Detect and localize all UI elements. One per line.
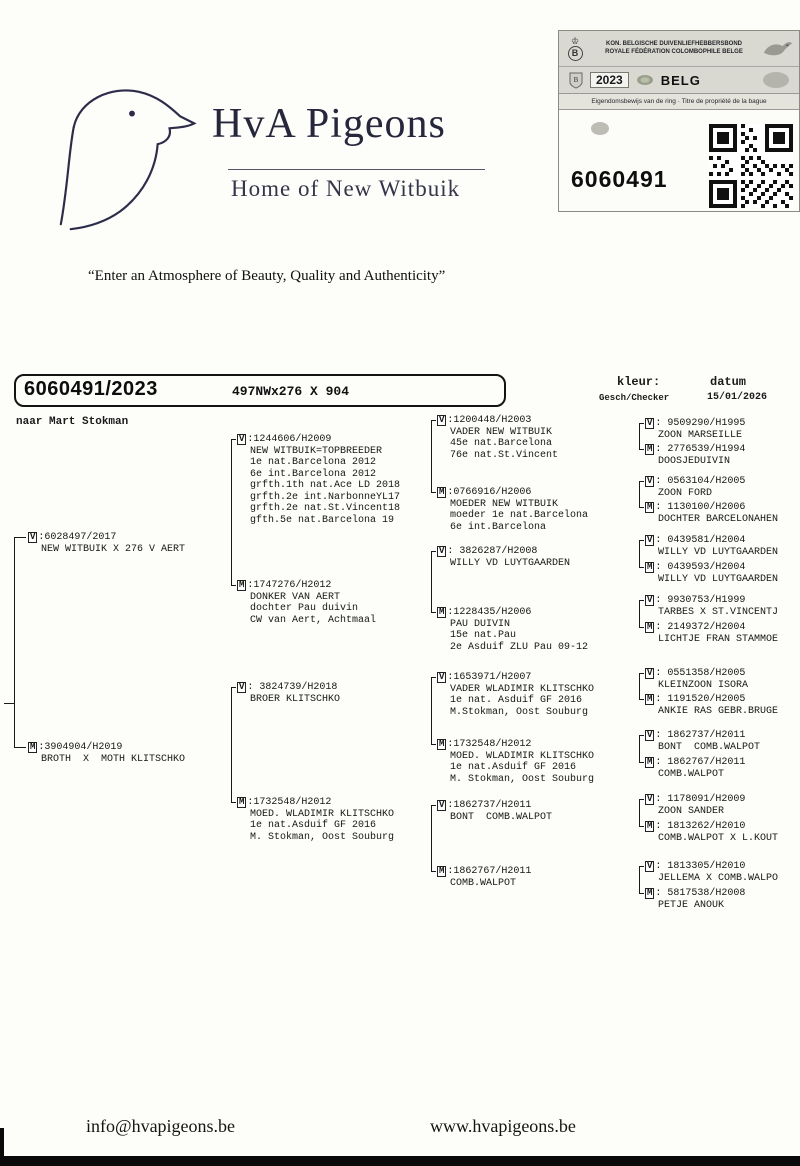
pedigree-entry-gen3-4: M :1228435/H2006 PAU DUIVIN 15e nat.Pau 2e Asduif ZLU Pau 09-12 <box>439 607 589 653</box>
pedigree-entry-gen2-4: M :1732548/H2012 MOED. WLADIMIR KLITSCHKO 1e nat.Asduif GF 2016 M. Stokman, Oost Souburg <box>239 797 395 843</box>
sex-marker-dam: M <box>439 607 445 617</box>
pedigree-connector-line <box>639 699 644 700</box>
pedigree-entry-gen4-7: V : 9930753/H1999 TARBES X ST.VINCENTJ <box>647 595 779 618</box>
pedigree-connector-line <box>639 799 644 800</box>
pedigree-connector-line <box>431 677 436 678</box>
pedigree-connector-line <box>431 492 436 493</box>
pedigree-connector-line <box>639 673 644 674</box>
sex-marker-dam: M <box>647 444 653 454</box>
pedigree-connector-line <box>639 627 644 628</box>
pedigree-entry-gen3-2: M :0766916/H2006 MOEDER NEW WITBUIK moeder 1e nat.Barcelona 6e int.Barcelona <box>439 487 589 533</box>
datum-label: datum <box>710 375 747 389</box>
pedigree-connector-line <box>431 871 436 872</box>
motto-quote: “Enter an Atmosphere of Beauty, Quality and Authenticity” <box>88 268 446 284</box>
pedigree-connector-line <box>639 507 644 508</box>
pedigree-connector-line <box>639 866 644 867</box>
pedigree-connector-line <box>231 687 236 688</box>
brand-tagline: Home of New Witbuik <box>231 176 461 201</box>
sex-marker-sire: V <box>647 668 653 678</box>
sex-marker-sire: V <box>239 682 245 692</box>
pedigree-entry-gen3-1: V :1200448/H2003 VADER NEW WITBUIK 45e nat.Barcelona 76e nat.St.Vincent <box>439 415 559 461</box>
sex-marker-dam: M <box>439 487 445 497</box>
sex-marker-sire: V <box>239 434 245 444</box>
sex-marker-sire: V <box>439 672 445 682</box>
federation-name-fr: ROYALE FÉDÉRATION COLOMBOPHILE BELGE <box>605 48 743 55</box>
pedigree-connector-line <box>14 747 26 748</box>
pedigree-connector-line <box>231 585 236 586</box>
pedigree-bracket-line <box>639 799 640 826</box>
pedigree-entry-gen4-1: V : 9509290/H1995 ZOON MARSEILLE <box>647 418 746 441</box>
pedigree-bracket-line <box>14 537 15 747</box>
pedigree-entry-gen3-3: V : 3826287/H2008 WILLY VD LUYTGAARDEN <box>439 546 571 569</box>
sex-marker-dam: M <box>647 694 653 704</box>
pedigree-entry-gen2-1: V :1244606/H2009 NEW WITBUIK=TOPBREEDER 1e nat.Barcelona 2012 6e int.Barcelona 2012 grfth.1th nat.Ace LD 2018 grfth.2e int.NarbonneYL17 grfth.2e nat.St.Vincent18 gfth.5e nat.Barcelona 19 <box>239 434 401 526</box>
pedigree-entry-gen4-15: V : 1813305/H2010 JELLEMA X COMB.WALPO <box>647 861 779 884</box>
pedigree-bracket-line <box>639 866 640 893</box>
pedigree-connector-line <box>431 612 436 613</box>
sex-marker-sire: V <box>439 546 445 556</box>
pedigree-connector-line <box>639 567 644 568</box>
sex-marker-dam: M <box>647 821 653 831</box>
sex-marker-dam: M <box>647 622 653 632</box>
certificate-ring-number: 6060491 <box>571 166 668 192</box>
pedigree-entry-gen4-8: M : 2149372/H2004 LICHTJE FRAN STAMMOE <box>647 622 779 645</box>
pedigree-connector-line <box>231 802 236 803</box>
pedigree-entry-gen4-16: M : 5817538/H2008 PETJE ANOUK <box>647 888 746 911</box>
pedigree-entry-gen2-3: V : 3824739/H2018 BROER KLITSCHKO <box>239 682 341 705</box>
pedigree-ring-number: 6060491/2023 <box>24 378 158 400</box>
checker-label: Gesch/Checker <box>599 393 670 403</box>
pedigree-bracket-line <box>639 540 640 567</box>
federation-name-nl: KON. BELGISCHE DUIVENLIEFHEBBERSBOND <box>605 41 742 47</box>
pedigree-entry-gen4-11: V : 1862737/H2011 BONT COMB.WALPOT <box>647 730 761 753</box>
pedigree-connector-line <box>431 805 436 806</box>
scan-bottom-bar <box>0 1156 800 1166</box>
pedigree-entry-gen1-2: M :3904904/H2019 BROTH X MOTH KLITSCHKO <box>30 742 186 765</box>
pedigree-connector-line <box>639 481 644 482</box>
pedigree-entry-gen4-3: V : 0563104/H2005 ZOON FORD <box>647 476 746 499</box>
pedigree-date: 15/01/2026 <box>707 392 768 403</box>
sex-marker-dam: M <box>439 739 445 749</box>
ring-country: BELG <box>660 72 701 88</box>
pedigree-entry-gen4-12: M : 1862767/H2011 COMB.WALPOT <box>647 757 746 780</box>
pedigree-connector-line <box>431 744 436 745</box>
pedigree-connector-line <box>431 420 436 421</box>
sex-marker-dam: M <box>439 866 445 876</box>
sex-marker-dam: M <box>647 888 653 898</box>
pedigree-entry-gen4-6: M : 0439593/H2004 WILLY VD LUYTGAARDEN <box>647 562 779 585</box>
sex-marker-sire: V <box>30 532 36 542</box>
sex-marker-sire: V <box>647 595 653 605</box>
ownership-title: Eigendomsbewijs van de ring · Titre de propriété de la bague <box>559 93 799 110</box>
sex-marker-dam: M <box>647 757 653 767</box>
pedigree-bracket-line <box>431 805 432 871</box>
pedigree-connector-line <box>639 423 644 424</box>
pedigree-connector-line <box>639 449 644 450</box>
pedigree-connector-line <box>639 540 644 541</box>
svg-text:B: B <box>573 75 579 84</box>
sex-marker-sire: V <box>439 415 445 425</box>
pedigree-connector-line <box>639 893 644 894</box>
pedigree-entry-gen4-2: M : 2776539/H1994 DOOSJEDUIVIN <box>647 444 746 467</box>
sex-marker-sire: V <box>647 476 653 486</box>
pedigree-connector-line <box>639 735 644 736</box>
sex-marker-sire: V <box>647 535 653 545</box>
pedigree-connector-line <box>231 439 236 440</box>
sex-marker-dam: M <box>647 562 653 572</box>
sex-marker-dam: M <box>30 742 36 752</box>
pedigree-entry-gen4-10: M : 1191520/H2005 ANKIE RAS GEBR.BRUGE <box>647 694 779 717</box>
pedigree-entry-gen2-2: M :1747276/H2012 DONKER VAN AERT dochter Pau duivin CW van Aert, Achtmaal <box>239 580 377 626</box>
pedigree-entry-gen3-7: V :1862737/H2011 BONT COMB.WALPOT <box>439 800 553 823</box>
sex-marker-dam: M <box>239 580 245 590</box>
pedigree-bracket-line <box>231 687 232 802</box>
pedigree-entry-gen4-4: M : 1130100/H2006 DOCHTER BARCELONAHEN <box>647 502 779 525</box>
owner-line: naar Mart Stokman <box>16 416 129 428</box>
pedigree-breeding-code: 497NWx276 X 904 <box>232 384 350 399</box>
pedigree-bracket-line <box>639 423 640 449</box>
pedigree-bracket-line <box>431 551 432 612</box>
pedigree-bracket-line <box>431 677 432 744</box>
pedigree-bracket-line <box>639 481 640 507</box>
website-url: www.hvapigeons.be <box>430 1116 576 1136</box>
brand-title: HvA Pigeons <box>212 101 446 147</box>
federation-initial-badge: B <box>568 46 583 61</box>
sex-marker-sire: V <box>647 861 653 871</box>
contact-email: info@hvapigeons.be <box>86 1116 236 1136</box>
pedigree-connector-line <box>4 703 14 704</box>
ring-year: 2023 <box>590 72 629 88</box>
pedigree-connector-line <box>639 762 644 763</box>
pedigree-connector-line <box>639 826 644 827</box>
sex-marker-sire: V <box>647 730 653 740</box>
pedigree-bracket-line <box>639 735 640 762</box>
kleur-label: kleur: <box>617 375 661 389</box>
pedigree-entry-gen4-13: V : 1178091/H2009 ZOON SANDER <box>647 794 746 817</box>
pedigree-connector-line <box>14 537 26 538</box>
pedigree-entry-gen3-6: M :1732548/H2012 MOED. WLADIMIR KLITSCHKO 1e nat.Asduif GF 2016 M. Stokman, Oost Souburg <box>439 739 595 785</box>
pedigree-entry-gen4-5: V : 0439581/H2004 WILLY VD LUYTGAARDEN <box>647 535 779 558</box>
pedigree-bracket-line <box>431 420 432 492</box>
sex-marker-sire: V <box>439 800 445 810</box>
pedigree-entry-gen1-1: V :6028497/2017 NEW WITBUIK X 276 V AERT <box>30 532 186 555</box>
pedigree-entry-gen4-9: V : 0551358/H2005 KLEINZOON ISORA <box>647 668 749 691</box>
crown-icon: ♔ <box>570 35 580 46</box>
pedigree-bracket-line <box>231 439 232 585</box>
sex-marker-sire: V <box>647 794 653 804</box>
pedigree-entry-gen4-14: M : 1813262/H2010 COMB.WALPOT X L.KOUT <box>647 821 779 844</box>
sex-marker-sire: V <box>647 418 653 428</box>
pedigree-connector-line <box>639 600 644 601</box>
sex-marker-dam: M <box>239 797 245 807</box>
sex-marker-dam: M <box>647 502 653 512</box>
pedigree-bracket-line <box>639 673 640 699</box>
pedigree-entry-gen3-5: V :1653971/H2007 VADER WLADIMIR KLITSCHKO 1e nat. Asduif GF 2016 M.Stokman, Oost Souburg <box>439 672 595 718</box>
pedigree-bracket-line <box>639 600 640 627</box>
pedigree-entry-gen3-8: M :1862767/H2011 COMB.WALPOT <box>439 866 532 889</box>
pedigree-connector-line <box>431 551 436 552</box>
